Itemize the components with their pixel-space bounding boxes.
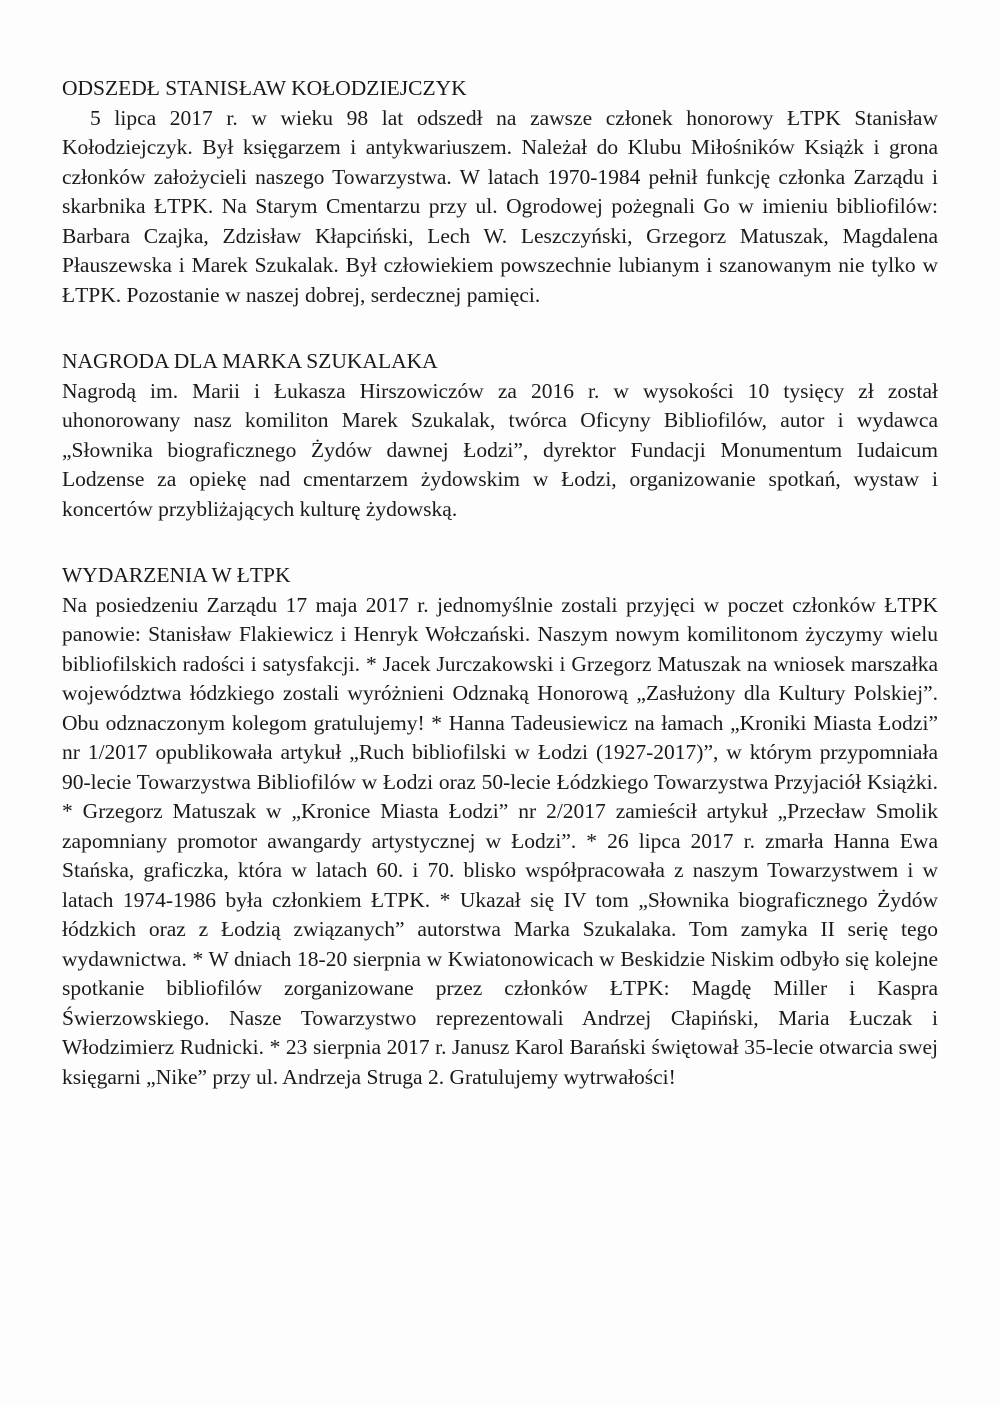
section-body: Na posiedzeniu Zarządu 17 maja 2017 r. jednomyślnie zostali przyjęci w poczet członków ŁTPK panowie: Stanisław Flakiewicz i Henryk Wołczański. Naszym nowym komilitonom życzymy wielu bibliofilskich radości i satysfakcji. * Jacek Jurczakowski i Grzegorz Matuszak na wniosek marszałka województwa łódzkiego zostali wyróżnieni Odznaką Honorową „Zasłużony dla Kultury Polskiej”. Obu odznaczonym kolegom gratulujemy! * Hanna Tadeusiewicz na łamach „Kroniki Miasta Łodzi” nr 1/2017 opublikowała artykuł „Ruch bibliofilski w Łodzi (1927-2017)”, w którym przypomniała 90-lecie Towarzystwa Bibliofilów w Łodzi oraz 50-lecie Łódzkiego Towarzystwa Przyjaciół Książki. * Grzegorz Matuszak w „Kronice Miasta Łodzi” nr 2/2017 zamieścił artykuł „Przecław Smolik zapomniany promotor awangardy artystycznej w Łodzi”. * 26 lipca 2017 r. zmarła Hanna Ewa Stańska, graficzka, która w latach 60. i 70. blisko współpracowała z naszym Towarzystwem i w latach 1974-1986 była członkiem ŁTPK. * Ukazał się IV tom „Słownika biograficznego Żydów łódzkich oraz z Łodzią związanych” autorstwa Marka Szukalaka. Tom zamyka II serię tego wydawnictwa. * W dniach 18-20 sierpnia w Kwiatonowicach w Beskidzie Niskim odbyło się kolejne spotkanie bibliofilów zorganizowane przez członków ŁTPK: Magdę Miller i Kaspra Świerzowskiego. Nasze Towarzystwo reprezentowali Andrzej Cłapiński, Maria Łuczak i Włodzimierz Rudnicki. * 23 sierpnia 2017 r. Janusz Karol Barański świętował 35-lecie otwarcia swej księgarni „Nike” przy ul. Andrzeja Struga 2. Gratulujemy wytrwałości! [62, 592, 938, 1089]
section-heading: WYDARZENIA W ŁTPK [62, 563, 291, 587]
section-body: Nagrodą im. Marii i Łukasza Hirszowiczów za 2016 r. w wysokości 10 tysięcy zł został uhonorowany nasz komiliton Marek Szukalak, twórca Oficyny Bibliofilów, autor i wydawca „Słownika biograficznego Żydów dawnej Łodzi”, dyrektor Fundacji Monumentum Iudaicum Lodzense za opiekę nad cmentarzem żydowskim w Łodzi, organizowanie spotkań, wystaw i koncertów przybliżających kulturę żydowską. [62, 378, 938, 521]
section-heading: NAGRODA DLA MARKA SZUKALAKA [62, 349, 438, 373]
section-body: 5 lipca 2017 r. w wieku 98 lat odszedł na zawsze członek honorowy ŁTPK Stanisław Kołodziejczyk. Był księgarzem i antykwariuszem. Należał do Klubu Miłośników Książk i grona członków założycieli naszego Towarzystwa. W latach 1970-1984 pełnił funkcję członka Zarządu i skarbnika ŁTPK. Na Starym Cmentarzu przy ul. Ogrodowej pożegnali Go w imieniu bibliofilów: Barbara Czajka, Zdzisław Kłapciński, Lech W. Leszczyński, Grzegorz Matuszak, Magdalena Płauszewska i Marek Szukalak. Był człowiekiem powszechnie lubianym i szanowanym nie tylko w ŁTPK. Pozostanie w naszej dobrej, serdecznej pamięci. [62, 105, 938, 307]
section-events [62, 561, 938, 1092]
section-heading: ODSZEDŁ STANISŁAW KOŁODZIEJCZYK [62, 76, 467, 100]
section-obituary [62, 74, 938, 310]
section-award [62, 347, 938, 524]
page-content [62, 74, 938, 1092]
